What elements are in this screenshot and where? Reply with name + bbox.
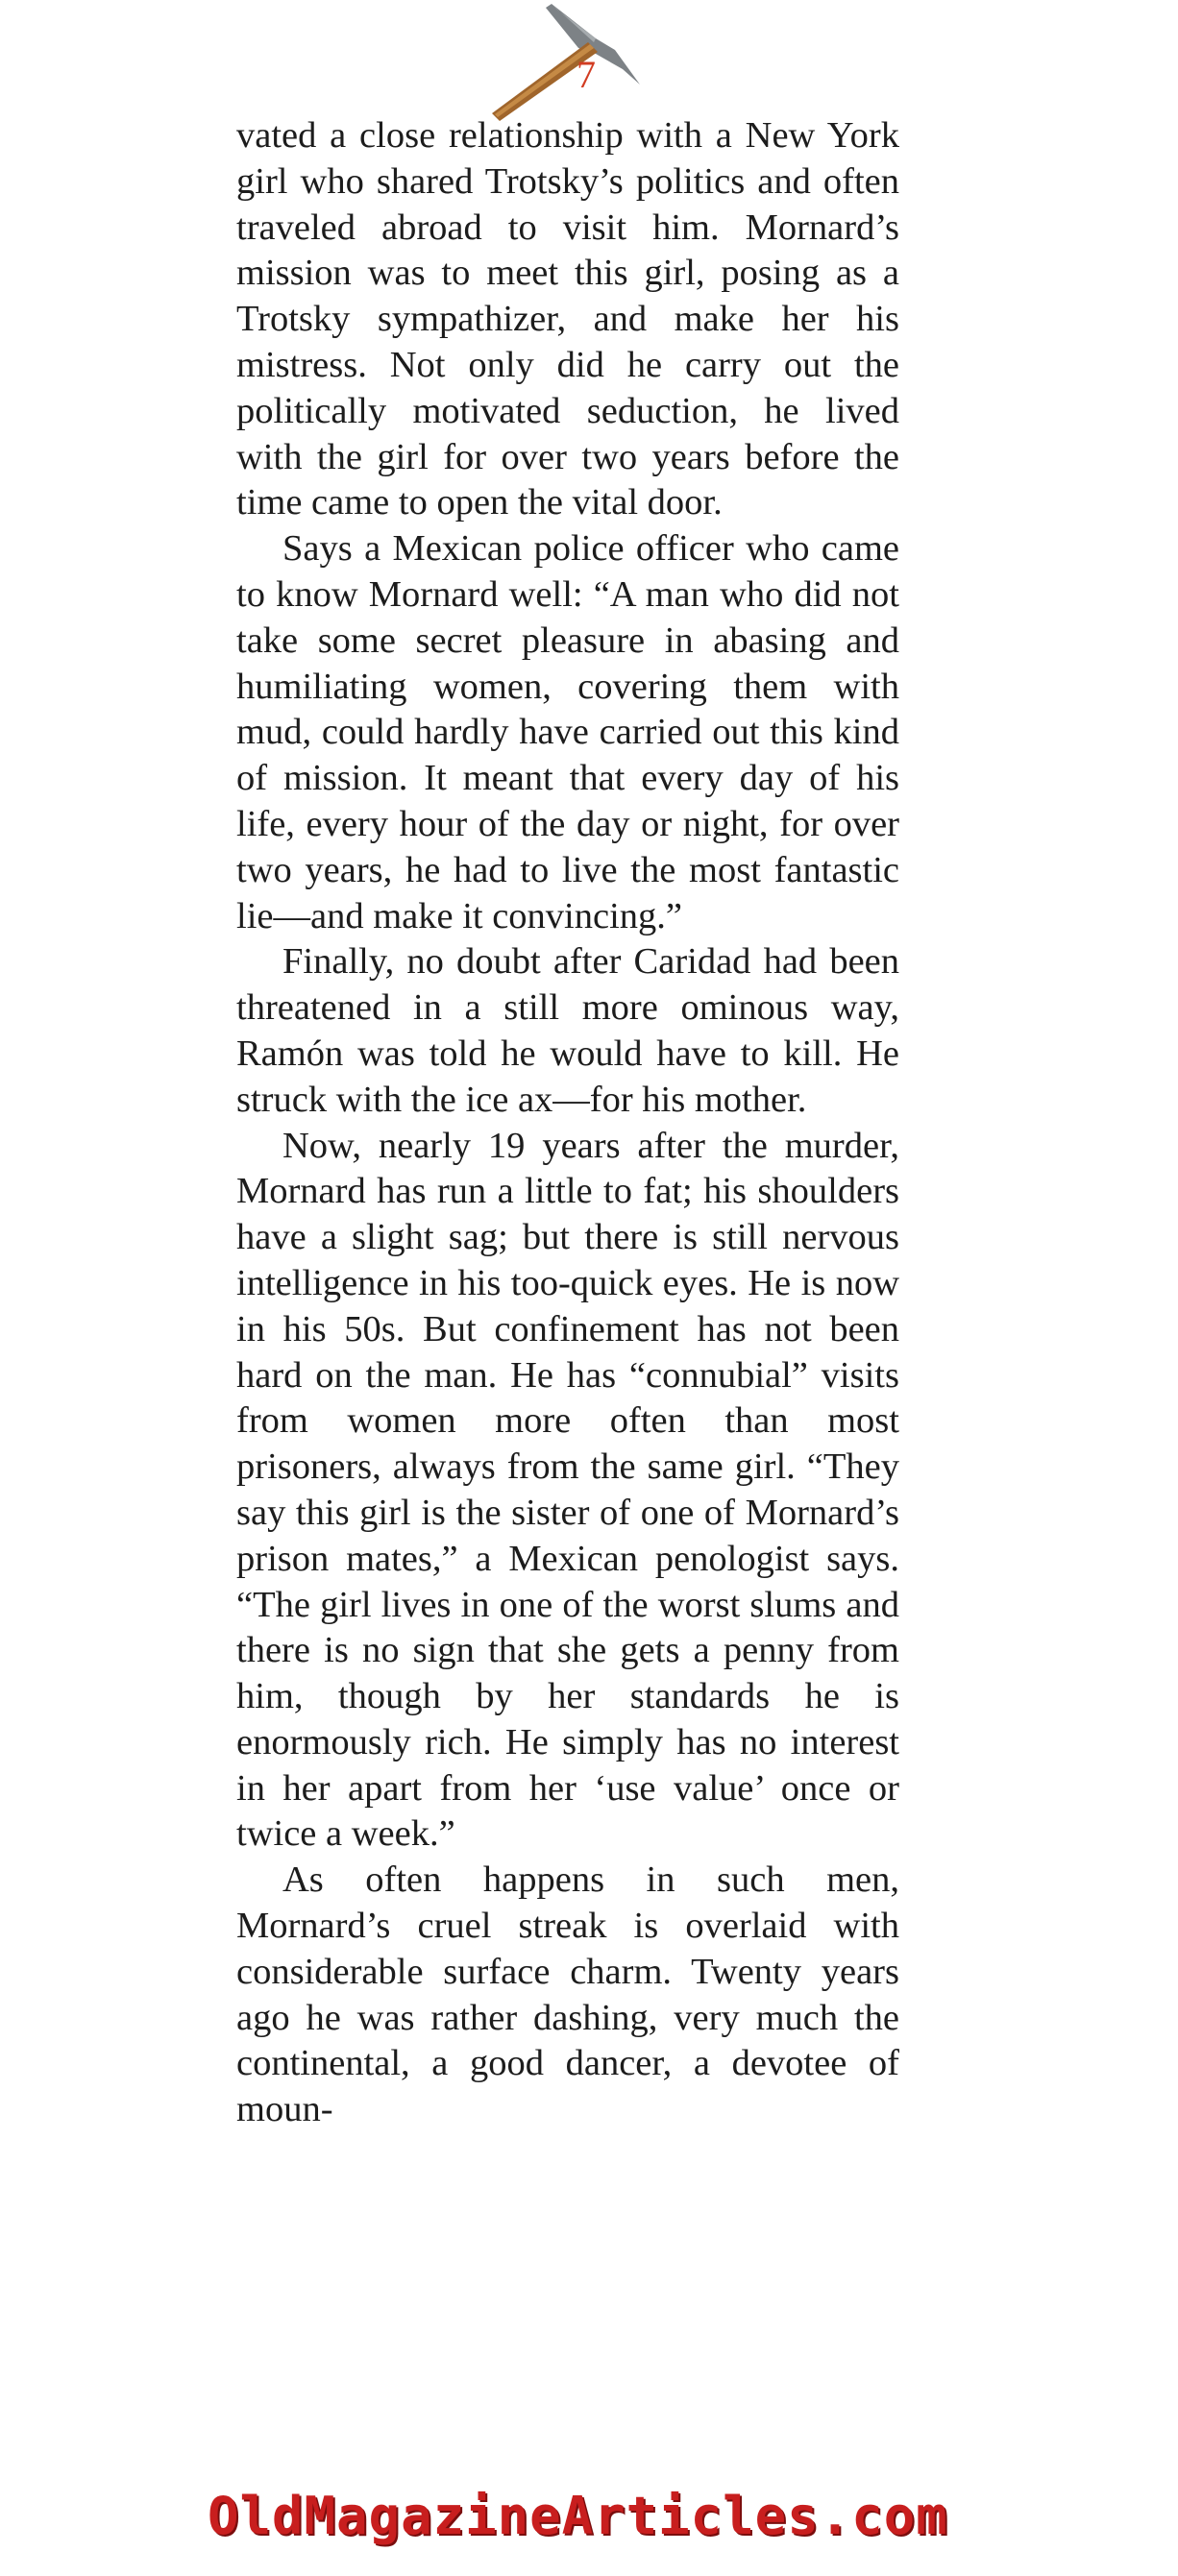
page-number: 7 [577,53,596,96]
article-paragraph: Says a Mexican police officer who came to know Mornard well: “A man who did not take some secret pleasure in abasing and humiliating women, covering them with mud, could hardly have carried out this kind of mission. It meant that every day of his life, every hour of the day or night, for over two years, he had to live the most fantastic lie—and make it convincing.” [236,528,899,936]
article-paragraph: As often happens in such men, Mornard’s cruel streak is overlaid with considerable surface charm. Twenty years ago he was rather dashing, very much the continental, a good dancer, a devotee of moun- [236,1859,899,2130]
article-paragraph: Finally, no doubt after Caridad had been threatened in a still more ominous way, Ramón was told he would have to kill. He struck with the ice ax—for his mother. [236,941,899,1120]
article-body [236,113,899,2133]
article-paragraph: vated a close relationship with a New York girl who shared Trotsky’s politics and often traveled abroad to visit him. Mornard’s mission was to meet this girl, posing as a Trotsky sympathizer, and make her his mistress. Not only did he carry out the politically motivated seduction, he lived with the girl for over two years before the time came to open the vital door. [236,115,899,523]
page-header [452,0,682,125]
article-paragraph: Now, nearly 19 years after the murder, Mornard has run a little to fat; his shoulders have a slight sag; but there is still nervous intelligence in his too-quick eyes. He is now in his 50s. But confinement has not been hard on the man. He has “connubial” visits from women more often than most prisoners, always from the same girl. “They say this girl is the sister of one of Mornard’s prison mates,” a Mexican penologist says. “The girl lives in one of the worst slums and there is no sign that she gets a penny from him, though by her standards he is enormously rich. He simply has no interest in her apart from her ‘use value’ once or twice a week.” [236,1125,899,1855]
site-watermark[interactable]: OldMagazineArticles.com [208,2486,948,2546]
watermark-footer [208,2478,995,2564]
